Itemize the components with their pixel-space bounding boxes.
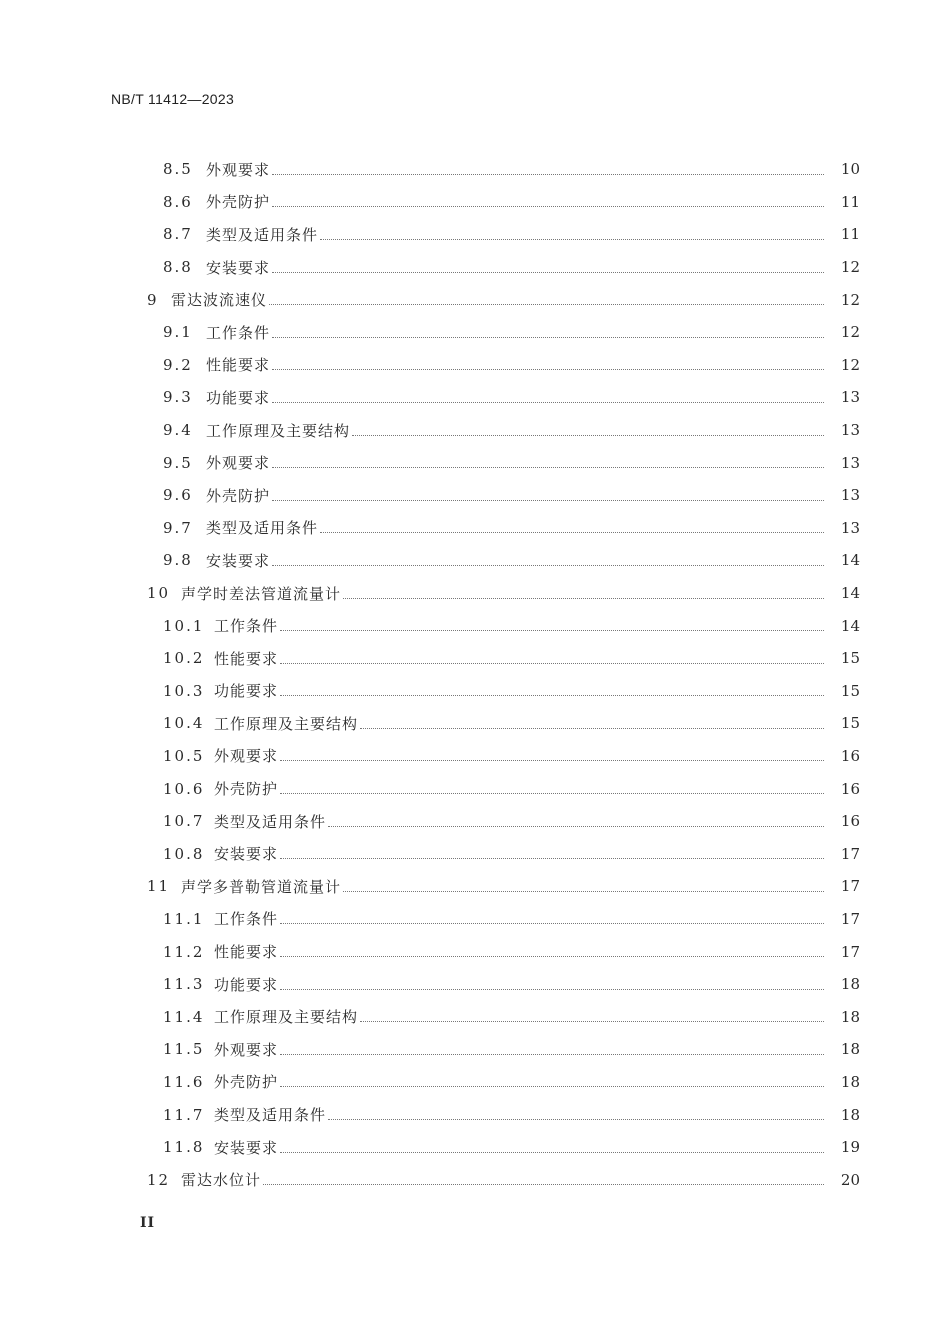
toc-entry-title: 性能要求 [206,356,271,375]
toc-entry-number: 10.5 [163,746,205,765]
toc-dot-leader [328,1119,824,1120]
toc-entry-title: 类型及适用条件 [214,1106,327,1125]
toc-entry-title: 功能要求 [214,975,279,994]
toc-entry-page: 18 [840,975,860,994]
toc-entry[interactable] [0,1163,950,1196]
toc-entry-number: 12 [147,1170,171,1189]
toc-entry-title: 性能要求 [214,649,279,668]
toc-entry-number: 11.8 [163,1138,205,1157]
toc-entry[interactable] [0,675,950,708]
toc-entry[interactable] [0,283,950,316]
toc-dot-leader [280,1086,824,1087]
toc-entry[interactable] [0,870,950,903]
toc-entry-title: 外壳防护 [214,1073,279,1092]
toc-entry-number: 10.3 [163,681,205,700]
toc-entry-page: 11 [840,225,860,244]
toc-entry-number: 10.7 [163,812,205,831]
toc-entry-title: 雷达水位计 [181,1171,262,1190]
toc-entry-title: 外壳防护 [214,780,279,799]
toc-entry[interactable] [0,186,950,219]
toc-entry-title: 外壳防护 [206,486,271,505]
toc-entry-page: 12 [840,290,860,309]
toc-entry-number: 9.4 [163,421,193,440]
toc-entry[interactable] [0,479,950,512]
toc-dot-leader [272,565,824,566]
toc-entry-number: 11.7 [163,1105,205,1124]
toc-entry-number: 10.1 [163,616,205,635]
toc-entry-title: 安装要求 [214,845,279,864]
toc-entry[interactable] [0,251,950,284]
toc-dot-leader [280,630,824,631]
toc-entry-page: 16 [840,746,860,765]
toc-entry[interactable] [0,642,950,675]
toc-entry-number: 9.5 [163,453,193,472]
toc-dot-leader [280,695,824,696]
toc-dot-leader [280,793,824,794]
toc-entry-title: 工作条件 [214,617,279,636]
toc-entry-page: 10 [840,160,860,179]
toc-dot-leader [280,858,824,859]
toc-entry-title: 工作原理及主要结构 [206,421,351,440]
toc-entry-page: 13 [840,388,860,407]
toc-entry[interactable] [0,707,950,740]
toc-entry[interactable] [0,512,950,545]
toc-dot-leader [280,663,824,664]
toc-entry[interactable] [0,1000,950,1033]
toc-entry[interactable] [0,1033,950,1066]
toc-entry[interactable] [0,805,950,838]
toc-entry-page: 18 [840,1007,860,1026]
toc-dot-leader [272,467,824,468]
toc-dot-leader [280,760,824,761]
toc-entry-page: 13 [840,486,860,505]
toc-dot-leader [280,956,824,957]
toc-entry-title: 外观要求 [214,747,279,766]
toc-entry-title: 类型及适用条件 [206,225,319,244]
toc-dot-leader [269,304,824,305]
toc-entry[interactable] [0,1066,950,1099]
toc-entry-page: 18 [840,1072,860,1091]
toc-entry-title: 外观要求 [206,160,271,179]
toc-entry-title: 安装要求 [206,258,271,277]
toc-entry-number: 8.7 [163,225,193,244]
toc-dot-leader [272,174,824,175]
toc-entry-title: 声学多普勒管道流量计 [181,877,342,896]
toc-dot-leader [280,989,824,990]
toc-entry[interactable] [0,772,950,805]
toc-entry-number: 11 [147,877,171,896]
toc-entry-page: 16 [840,779,860,798]
toc-entry-page: 17 [840,942,860,961]
toc-entry[interactable] [0,1098,950,1131]
toc-entry-number: 10.2 [163,649,205,668]
toc-entry-number: 11.2 [163,942,205,961]
toc-entry-title: 工作原理及主要结构 [214,1008,359,1027]
toc-entry-number: 10 [147,584,171,603]
toc-dot-leader [272,369,824,370]
toc-entry-page: 20 [840,1170,860,1189]
toc-entry-page: 17 [840,877,860,896]
toc-entry[interactable] [0,968,950,1001]
toc-entry-title: 类型及适用条件 [214,812,327,831]
toc-entry-number: 9 [147,290,159,309]
toc-entry-title: 工作原理及主要结构 [214,714,359,733]
toc-entry-title: 外观要求 [214,1040,279,1059]
toc-entry[interactable] [0,218,950,251]
toc-dot-leader [320,532,824,533]
toc-dot-leader [263,1184,824,1185]
table-of-contents [0,153,950,1196]
toc-entry-title: 外壳防护 [206,193,271,212]
toc-entry-number: 10.6 [163,779,205,798]
toc-entry[interactable] [0,935,950,968]
document-code: NB/T 11412—2023 [111,91,235,107]
toc-entry-page: 11 [840,192,860,211]
toc-entry-page: 16 [840,812,860,831]
toc-dot-leader [272,206,824,207]
toc-entry-page: 14 [840,616,860,635]
toc-entry-number: 9.2 [163,355,193,374]
toc-entry-title: 安装要求 [206,551,271,570]
toc-dot-leader [272,500,824,501]
toc-entry-page: 14 [840,551,860,570]
toc-entry-number: 11.4 [163,1007,205,1026]
toc-dot-leader [272,337,824,338]
toc-entry-title: 功能要求 [206,388,271,407]
toc-entry-number: 9.1 [163,323,193,342]
toc-dot-leader [343,891,824,892]
toc-entry[interactable] [0,740,950,773]
toc-entry[interactable] [0,1131,950,1164]
toc-entry-page: 13 [840,453,860,472]
toc-entry[interactable] [0,316,950,349]
toc-entry-number: 10.4 [163,714,205,733]
toc-entry-number: 10.8 [163,844,205,863]
toc-dot-leader [352,435,824,436]
toc-dot-leader [280,1054,824,1055]
toc-entry-page: 12 [840,258,860,277]
toc-entry-number: 11.3 [163,975,205,994]
toc-entry-number: 9.8 [163,551,193,570]
toc-entry-title: 工作条件 [214,910,279,929]
toc-entry[interactable] [0,153,950,186]
toc-entry-page: 12 [840,323,860,342]
toc-entry-number: 9.7 [163,518,193,537]
toc-entry[interactable] [0,577,950,610]
toc-entry-number: 8.5 [163,160,193,179]
toc-entry[interactable] [0,349,950,382]
toc-entry-number: 9.3 [163,388,193,407]
toc-entry[interactable] [0,609,950,642]
toc-entry-page: 14 [840,584,860,603]
toc-entry-page: 15 [840,714,860,733]
toc-entry-title: 类型及适用条件 [206,519,319,538]
toc-entry[interactable] [0,903,950,936]
toc-dot-leader [360,728,824,729]
toc-entry[interactable] [0,381,950,414]
toc-dot-leader [360,1021,824,1022]
toc-entry-title: 声学时差法管道流量计 [181,584,342,603]
toc-entry-page: 17 [840,909,860,928]
toc-dot-leader [272,402,824,403]
toc-entry-page: 15 [840,649,860,668]
toc-entry-title: 雷达波流速仪 [171,291,268,310]
toc-entry-page: 13 [840,421,860,440]
toc-entry-page: 17 [840,844,860,863]
toc-entry-title: 外观要求 [206,454,271,473]
toc-entry-number: 11.1 [163,909,205,928]
page-number: II [140,1215,156,1231]
toc-entry-page: 18 [840,1105,860,1124]
toc-dot-leader [280,923,824,924]
toc-entry-page: 15 [840,681,860,700]
toc-entry-page: 18 [840,1040,860,1059]
toc-dot-leader [320,239,824,240]
toc-entry-number: 11.6 [163,1072,205,1091]
toc-entry-number: 8.8 [163,258,193,277]
toc-entry-number: 8.6 [163,192,193,211]
toc-dot-leader [272,272,824,273]
toc-entry-title: 工作条件 [206,323,271,342]
toc-dot-leader [343,598,824,599]
toc-entry-number: 9.6 [163,486,193,505]
toc-entry-title: 性能要求 [214,943,279,962]
toc-entry-page: 13 [840,518,860,537]
toc-entry[interactable] [0,446,950,479]
toc-entry[interactable] [0,544,950,577]
toc-entry-number: 11.5 [163,1040,205,1059]
toc-entry-title: 功能要求 [214,682,279,701]
toc-entry[interactable] [0,837,950,870]
toc-entry-title: 安装要求 [214,1138,279,1157]
toc-entry[interactable] [0,414,950,447]
toc-entry-page: 19 [840,1138,860,1157]
toc-dot-leader [328,826,824,827]
toc-entry-page: 12 [840,355,860,374]
toc-dot-leader [280,1152,824,1153]
